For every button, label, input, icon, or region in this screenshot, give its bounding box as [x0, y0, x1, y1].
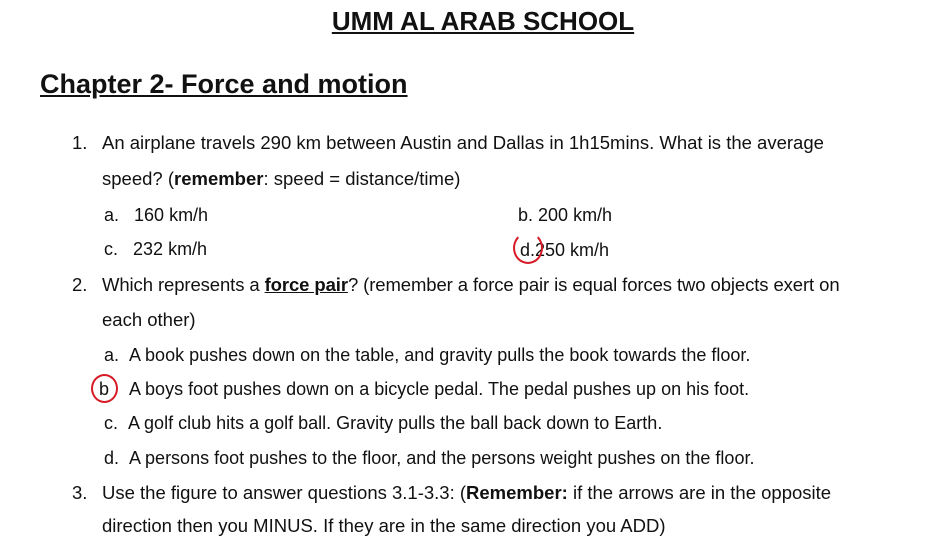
q2-option-a — [104, 345, 750, 366]
q1-answer-circle — [513, 232, 543, 264]
q1-line2-pre: speed? ( — [102, 168, 174, 189]
option-letter: a. — [104, 205, 120, 225]
q2-option-b — [99, 379, 749, 400]
q1-number: 1. — [72, 132, 88, 153]
option-text: 200 km/h — [538, 205, 613, 225]
q3-line1-post: if the arrows are in the opposite — [567, 482, 832, 503]
option-text: A boys foot pushes down on a bicycle pedal. The pedal pushes up on his foot. — [129, 379, 750, 399]
school-title: UMM AL ARAB SCHOOL — [331, 6, 635, 36]
q3-number: 3. — [72, 482, 88, 503]
option-letter: c. — [104, 239, 119, 259]
option-text: A book pushes down on the table, and gravity pulls the book towards the floor. — [129, 345, 751, 365]
q1-option-c — [104, 239, 207, 260]
q2-option-d — [104, 448, 754, 469]
q1-line2-post: : speed = distance/time) — [263, 168, 461, 189]
q3-line1-pre: Use the figure to answer questions 3.1-3.3: ( — [102, 482, 467, 503]
q2-answer-circle — [91, 374, 118, 403]
option-letter: b — [99, 379, 110, 399]
option-letter: b. — [518, 205, 534, 225]
option-text: 232 km/h — [133, 239, 208, 259]
q1-option-b — [518, 205, 612, 226]
q2-number: 2. — [72, 274, 88, 295]
q1-option-a — [104, 205, 208, 226]
option-text: A persons foot pushes to the floor, and the persons weight pushes on the floor. — [129, 448, 755, 468]
option-text: 160 km/h — [134, 205, 209, 225]
option-text: 250 km/h — [535, 240, 610, 260]
q1-line2-bold: remember — [174, 168, 264, 189]
q2-option-c — [104, 413, 662, 434]
q2-line2: each other) — [102, 309, 196, 330]
q2-line1 — [102, 274, 840, 296]
q2-line1-post: ? (remember a force pair is equal forces two objects exert on — [347, 274, 840, 295]
option-letter: d. — [520, 240, 536, 260]
q2-line1-pre: Which represents a — [102, 274, 265, 295]
q3-line2: direction then you MINUS. If they are in the same direction you ADD) — [102, 515, 666, 536]
option-letter: a. — [104, 345, 120, 365]
q3-line1 — [102, 482, 831, 504]
option-text: A golf club hits a golf ball. Gravity pulls the ball back down to Earth. — [128, 413, 663, 433]
option-letter: c. — [104, 413, 119, 433]
q1-line2 — [102, 168, 460, 190]
q2-line1-bold: force pair — [264, 274, 348, 295]
chapter-heading: Chapter 2- Force and motion — [40, 69, 408, 99]
option-letter: d. — [104, 448, 120, 468]
q1-line1: An airplane travels 290 km between Austin and Dallas in 1h15mins. What is the average — [102, 132, 824, 153]
q3-line1-bold: Remember: — [466, 482, 568, 503]
